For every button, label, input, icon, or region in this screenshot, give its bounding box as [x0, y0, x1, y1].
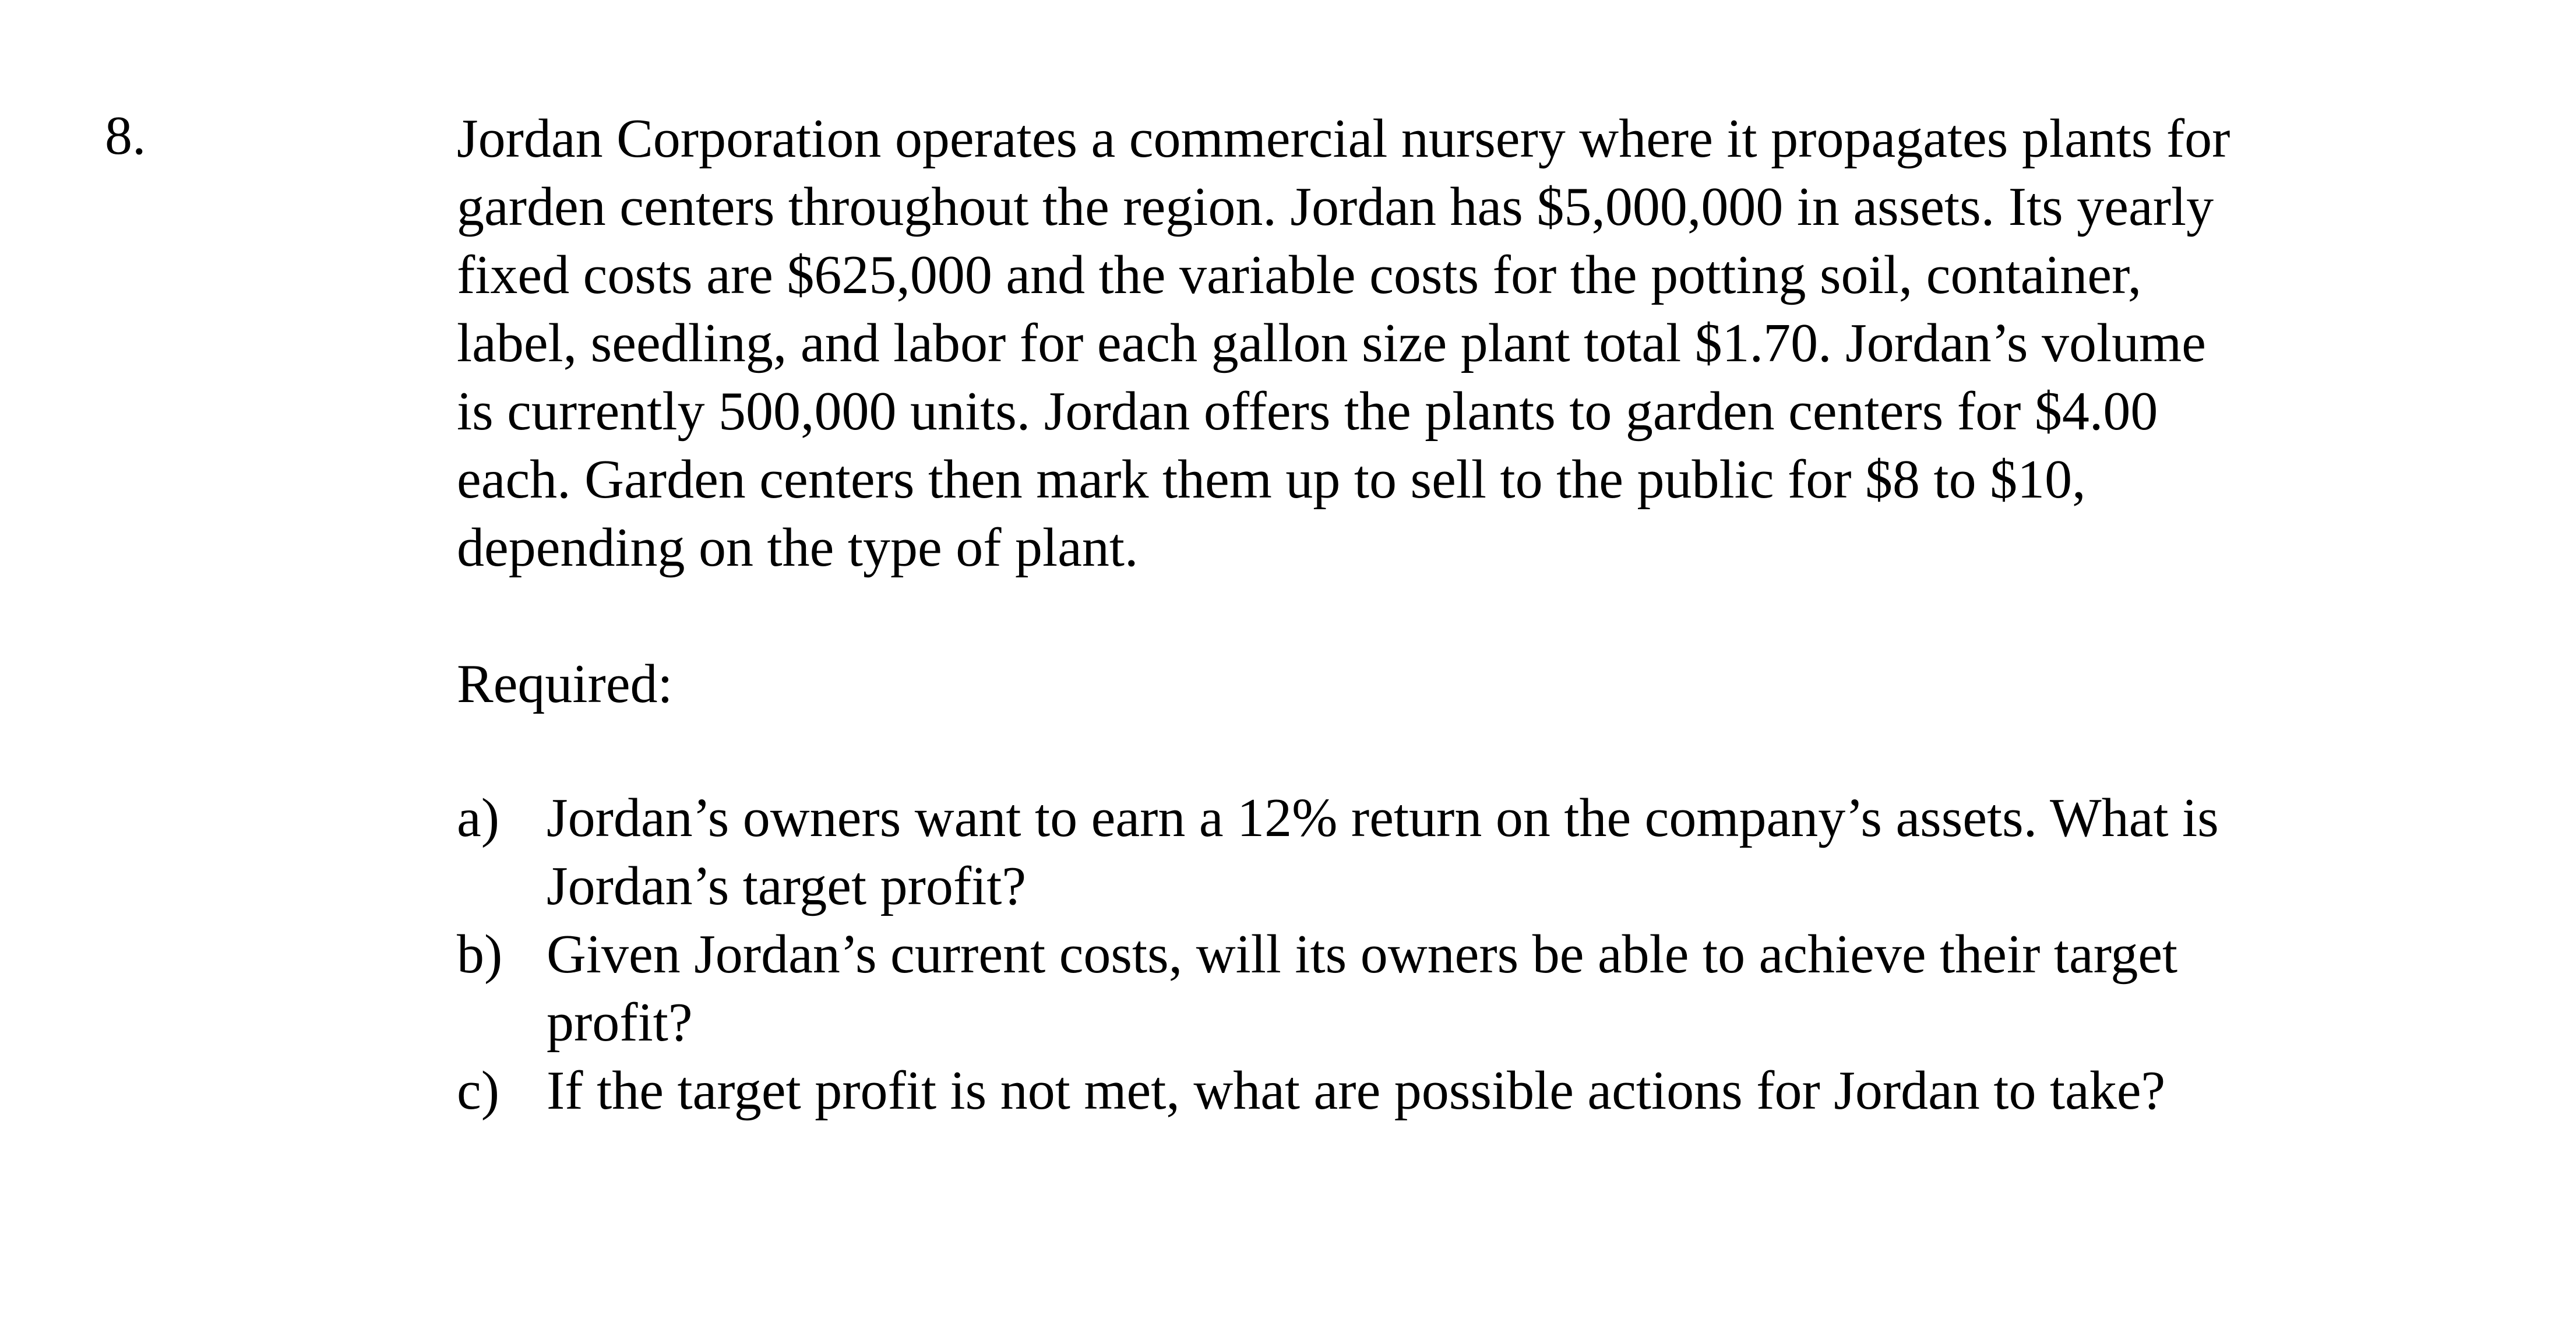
requirement-line: Jordan’s target profit?: [547, 856, 1027, 916]
requirement-marker: a): [457, 788, 500, 848]
problem-statement: [457, 105, 2450, 582]
requirement-item-c: [457, 1057, 2219, 1125]
statement-line: each. Garden centers then mark them up to sell to the public for $8 to $10,: [457, 449, 2086, 510]
statement-line: depending on the type of plant.: [457, 517, 1139, 578]
requirement-line: profit?: [547, 992, 693, 1053]
statement-line: is currently 500,000 units. Jordan offers the plants to garden centers for $4.00: [457, 381, 2158, 442]
requirement-line: Given Jordan’s current costs, will its owners be able to achieve their target: [547, 924, 2178, 985]
requirement-marker: b): [457, 924, 503, 985]
requirements-list: [457, 784, 2219, 1125]
requirement-item-b: [457, 921, 2219, 1057]
required-heading: Required:: [457, 654, 673, 714]
requirement-item-a: [457, 784, 2219, 921]
statement-line: Jordan Corporation operates a commercial nursery where it propagates plants for: [457, 108, 2230, 169]
requirement-text: [547, 921, 2177, 1057]
statement-line: label, seedling, and labor for each gallon size plant total $1.70. Jordan’s volume: [457, 313, 2206, 373]
problem-number: 8.: [105, 105, 146, 166]
requirement-line: If the target profit is not met, what are possible actions for Jordan to take?: [547, 1060, 2166, 1121]
requirement-text: [547, 784, 2219, 921]
requirement-line: Jordan’s owners want to earn a 12% return on the company’s assets. What is: [547, 788, 2219, 848]
requirement-text: [547, 1057, 2165, 1125]
requirement-marker: c): [457, 1060, 500, 1121]
statement-line: garden centers throughout the region. Jordan has $5,000,000 in assets. Its yearly: [457, 177, 2214, 237]
statement-line: fixed costs are $625,000 and the variable costs for the potting soil, container,: [457, 245, 2142, 305]
